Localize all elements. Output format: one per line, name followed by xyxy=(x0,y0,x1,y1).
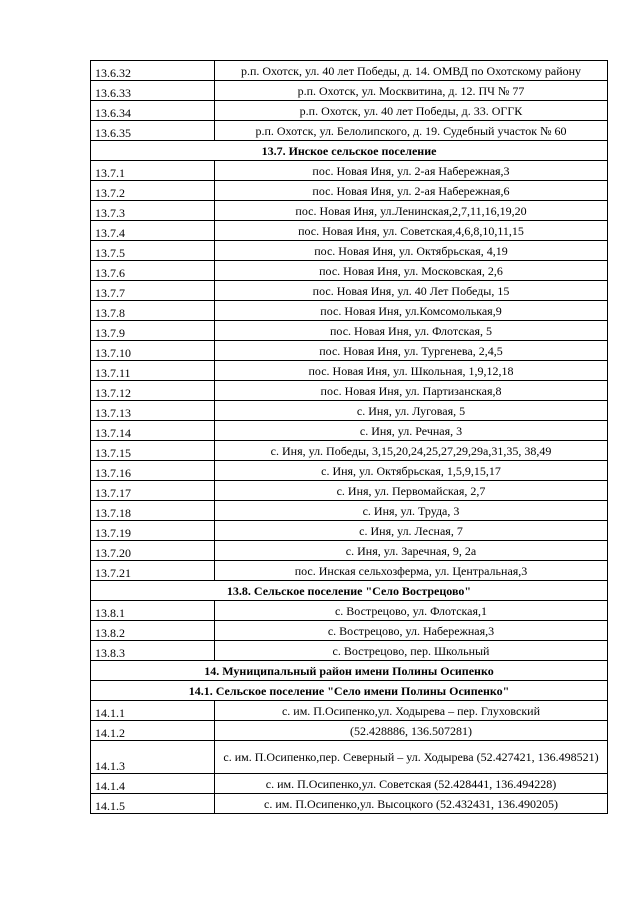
row-number-cell: 13.6.35 xyxy=(91,121,215,141)
row-number-cell: 13.7.1 xyxy=(91,161,215,181)
address-cell: с. Вострецово, пер. Школьный xyxy=(215,641,608,661)
table-row xyxy=(91,461,608,481)
section-title: 13.7. Инское сельское поселение xyxy=(91,141,608,161)
row-number-cell: 13.7.3 xyxy=(91,201,215,221)
address-cell: с. Иня, ул. Победы, 3,15,20,24,25,27,29,29а,31,35, 38,49 xyxy=(215,441,608,461)
address-cell: пос. Новая Иня, ул. Флотская, 5 xyxy=(215,321,608,341)
table-row xyxy=(91,381,608,401)
address-cell: пос. Новая Иня, ул. Московская, 2,6 xyxy=(215,261,608,281)
address-cell: с. Иня, ул. Заречная, 9, 2а xyxy=(215,541,608,561)
row-number-cell: 13.7.4 xyxy=(91,221,215,241)
address-cell: пос. Новая Иня, ул. 2-ая Набережная,3 xyxy=(215,161,608,181)
table-row xyxy=(91,441,608,461)
table-row xyxy=(91,81,608,101)
address-cell: пос. Новая Иня, ул. 2-ая Набережная,6 xyxy=(215,181,608,201)
table-row xyxy=(91,501,608,521)
table-row xyxy=(91,541,608,561)
table-row xyxy=(91,241,608,261)
section-header-row xyxy=(91,661,608,681)
section-header-row xyxy=(91,581,608,601)
table-row xyxy=(91,421,608,441)
address-cell: с. им. П.Осипенко,ул. Советская (52.428441, 136.494228) xyxy=(215,774,608,794)
row-number-cell: 13.7.17 xyxy=(91,481,215,501)
row-number-cell: 13.6.33 xyxy=(91,81,215,101)
row-number-cell: 13.7.7 xyxy=(91,281,215,301)
row-number-cell: 13.7.6 xyxy=(91,261,215,281)
table-row xyxy=(91,701,608,721)
row-number-cell: 13.7.9 xyxy=(91,321,215,341)
table-row xyxy=(91,321,608,341)
table-row xyxy=(91,101,608,121)
table-row xyxy=(91,741,608,774)
row-number-cell: 13.8.2 xyxy=(91,621,215,641)
section-title: 14. Муниципальный район имени Полины Осипенко xyxy=(91,661,608,681)
row-number-cell: 13.7.11 xyxy=(91,361,215,381)
table-row xyxy=(91,621,608,641)
row-number-cell: 14.1.5 xyxy=(91,794,215,814)
row-number-cell: 13.7.8 xyxy=(91,301,215,321)
table-row xyxy=(91,721,608,741)
row-number-cell: 13.8.1 xyxy=(91,601,215,621)
address-cell: с. Иня, ул. Лесная, 7 xyxy=(215,521,608,541)
address-cell: пос. Новая Иня, ул. 40 Лет Победы, 15 xyxy=(215,281,608,301)
row-number-cell: 13.7.2 xyxy=(91,181,215,201)
table-row xyxy=(91,281,608,301)
address-table xyxy=(90,60,608,814)
row-number-cell: 13.7.19 xyxy=(91,521,215,541)
address-cell: пос. Инская сельхозферма, ул. Центральная,3 xyxy=(215,561,608,581)
address-cell: пос. Новая Иня, ул. Советская,4,6,8,10,11,15 xyxy=(215,221,608,241)
address-cell: пос. Новая Иня, ул. Школьная, 1,9,12,18 xyxy=(215,361,608,381)
table-row xyxy=(91,641,608,661)
address-cell: р.п. Охотск, ул. 40 лет Победы, д. 33. ОГГК xyxy=(215,101,608,121)
table-row xyxy=(91,601,608,621)
section-title: 13.8. Сельское поселение "Село Вострецово" xyxy=(91,581,608,601)
table-row xyxy=(91,301,608,321)
row-number-cell: 13.6.34 xyxy=(91,101,215,121)
row-number-cell: 13.7.21 xyxy=(91,561,215,581)
row-number-cell: 14.1.1 xyxy=(91,701,215,721)
table-row xyxy=(91,401,608,421)
address-cell: (52.428886, 136.507281) xyxy=(215,721,608,741)
address-cell: пос. Новая Иня, ул. Октябрьская, 4,19 xyxy=(215,241,608,261)
address-cell: с. им. П.Осипенко,ул. Высоцкого (52.432431, 136.490205) xyxy=(215,794,608,814)
row-number-cell: 13.7.5 xyxy=(91,241,215,261)
table-row xyxy=(91,261,608,281)
table-row xyxy=(91,221,608,241)
row-number-cell: 13.7.12 xyxy=(91,381,215,401)
row-number-cell: 13.7.16 xyxy=(91,461,215,481)
address-cell: пос. Новая Иня, ул. Тургенева, 2,4,5 xyxy=(215,341,608,361)
row-number-cell: 13.8.3 xyxy=(91,641,215,661)
address-cell: пос. Новая Иня, ул. Партизанская,8 xyxy=(215,381,608,401)
address-cell: с. им. П.Осипенко,ул. Ходырева – пер. Глуховский xyxy=(215,701,608,721)
table-row xyxy=(91,794,608,814)
table-row xyxy=(91,161,608,181)
row-number-cell: 14.1.3 xyxy=(91,741,215,774)
table-row xyxy=(91,61,608,81)
row-number-cell: 13.7.10 xyxy=(91,341,215,361)
address-table-body xyxy=(91,61,608,814)
table-row xyxy=(91,774,608,794)
section-title: 14.1. Сельское поселение "Село имени Полины Осипенко" xyxy=(91,681,608,701)
section-header-row xyxy=(91,141,608,161)
address-cell: с. Вострецово, ул. Флотская,1 xyxy=(215,601,608,621)
section-header-row xyxy=(91,681,608,701)
table-row xyxy=(91,121,608,141)
address-cell: с. Иня, ул. Речная, 3 xyxy=(215,421,608,441)
address-cell: с. Иня, ул. Труда, 3 xyxy=(215,501,608,521)
address-cell: пос. Новая Иня, ул.Ленинская,2,7,11,16,19,20 xyxy=(215,201,608,221)
table-row xyxy=(91,361,608,381)
row-number-cell: 14.1.4 xyxy=(91,774,215,794)
address-cell: р.п. Охотск, ул. Москвитина, д. 12. ПЧ № 77 xyxy=(215,81,608,101)
address-cell: с. Вострецово, ул. Набережная,3 xyxy=(215,621,608,641)
address-cell: пос. Новая Иня, ул.Комсомолькая,9 xyxy=(215,301,608,321)
address-cell: с. Иня, ул. Первомайская, 2,7 xyxy=(215,481,608,501)
row-number-cell: 13.6.32 xyxy=(91,61,215,81)
address-cell: с. им. П.Осипенко,пер. Северный – ул. Ходырева (52.427421, 136.498521) xyxy=(215,741,608,774)
address-cell: с. Иня, ул. Луговая, 5 xyxy=(215,401,608,421)
table-row xyxy=(91,481,608,501)
row-number-cell: 14.1.2 xyxy=(91,721,215,741)
table-row xyxy=(91,201,608,221)
row-number-cell: 13.7.20 xyxy=(91,541,215,561)
row-number-cell: 13.7.15 xyxy=(91,441,215,461)
address-cell: р.п. Охотск, ул. 40 лет Победы, д. 14. ОМВД по Охотскому району xyxy=(215,61,608,81)
table-row xyxy=(91,521,608,541)
address-cell: с. Иня, ул. Октябрьская, 1,5,9,15,17 xyxy=(215,461,608,481)
row-number-cell: 13.7.14 xyxy=(91,421,215,441)
table-row xyxy=(91,561,608,581)
table-row xyxy=(91,181,608,201)
row-number-cell: 13.7.13 xyxy=(91,401,215,421)
table-row xyxy=(91,341,608,361)
address-cell: р.п. Охотск, ул. Белолипского, д. 19. Судебный участок № 60 xyxy=(215,121,608,141)
row-number-cell: 13.7.18 xyxy=(91,501,215,521)
